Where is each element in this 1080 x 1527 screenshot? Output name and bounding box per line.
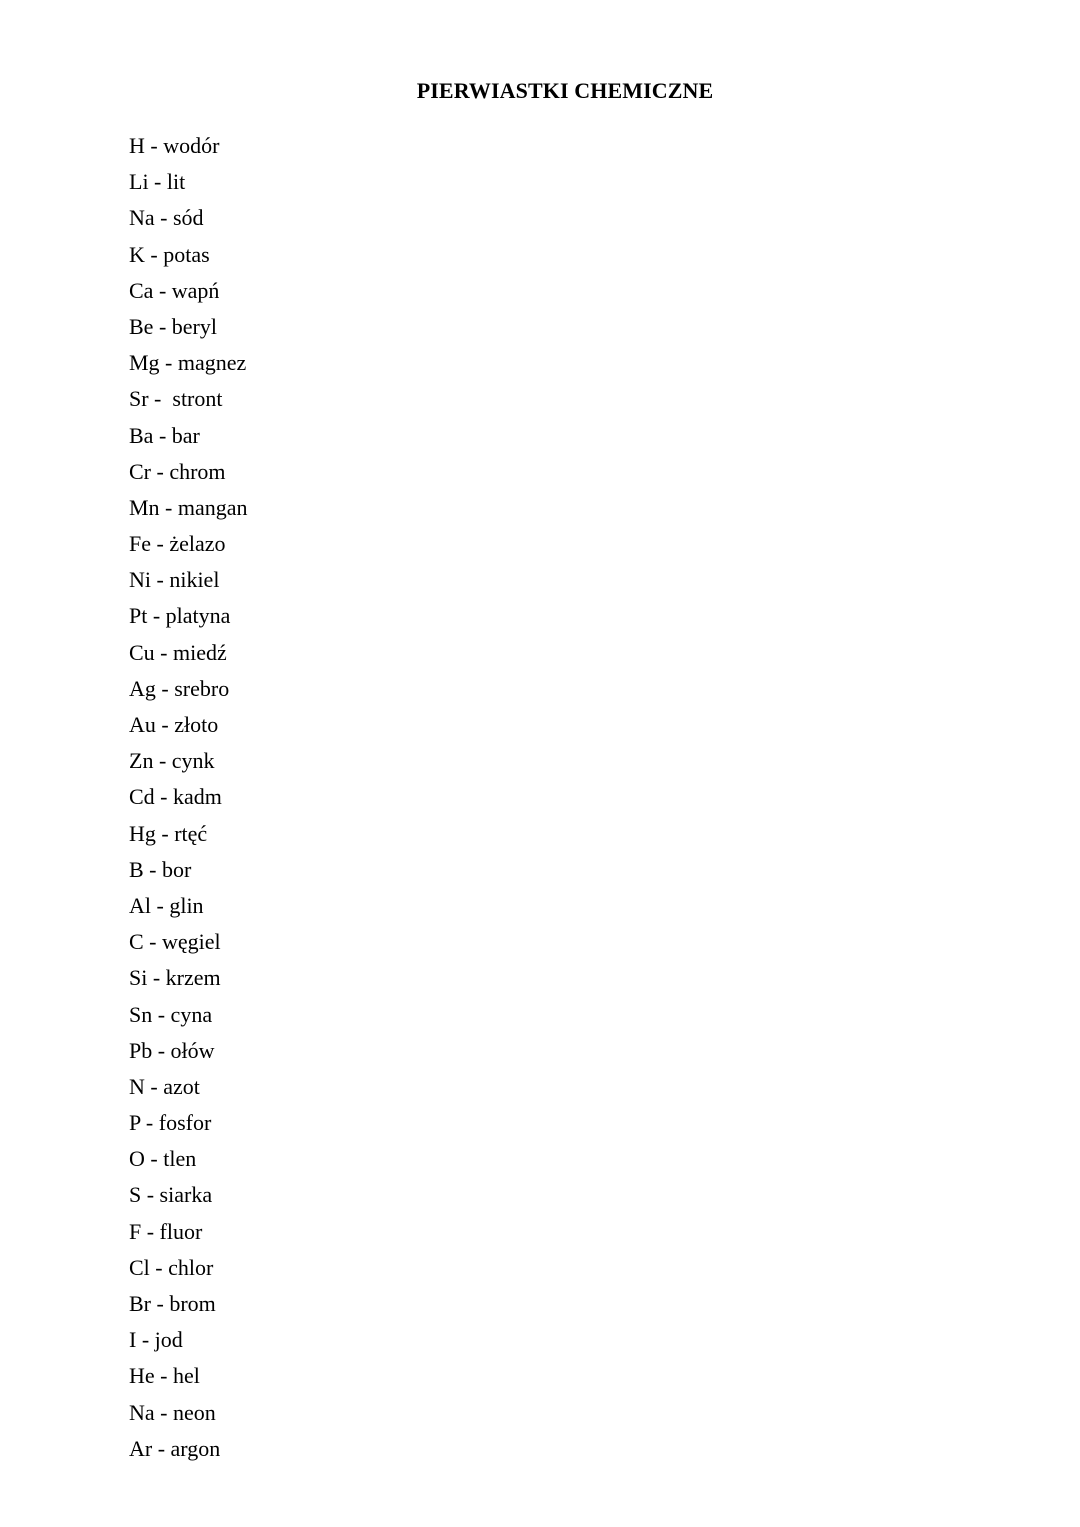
list-item: Al - glin <box>129 892 204 918</box>
list-item: Na - sód <box>129 205 204 231</box>
list-item: Cr - chrom <box>129 458 226 484</box>
list-item: He - hel <box>129 1363 200 1389</box>
list-item: Ba - bar <box>129 422 200 448</box>
list-item: K - potas <box>129 241 210 267</box>
page-title: PIERWIASTKI CHEMICZNE <box>416 78 714 103</box>
list-item: Au - złoto <box>129 712 219 737</box>
list-item: Ag - srebro <box>129 675 230 701</box>
list-item: C - węgiel <box>129 929 221 955</box>
list-item: Cd - kadm <box>129 784 222 810</box>
list-item: Cu - miedź <box>129 639 227 665</box>
list-item: Sr - stront <box>129 386 223 412</box>
list-item: Cl - chlor <box>129 1254 214 1280</box>
list-item: Ar - argon <box>129 1435 221 1461</box>
list-item: Li - lit <box>129 169 186 195</box>
list-item: Ni - nikiel <box>129 567 220 593</box>
list-item: P - fosfor <box>129 1110 212 1136</box>
list-item: Be - beryl <box>129 313 217 339</box>
list-item: Pb - ołów <box>129 1037 215 1063</box>
list-item: Br - brom <box>129 1291 216 1316</box>
list-item: Ca - wapń <box>129 277 220 303</box>
list-item: Na - neon <box>129 1399 216 1425</box>
list-item: Pt - platyna <box>129 603 231 629</box>
element-list <box>129 131 248 1470</box>
list-item: Fe - żelazo <box>129 531 226 557</box>
list-item: I - jod <box>129 1327 183 1353</box>
list-item: Zn - cynk <box>129 748 215 774</box>
list-item: Hg - rtęć <box>129 820 208 846</box>
list-item: N - azot <box>129 1073 200 1099</box>
list-item: O - tlen <box>129 1146 197 1172</box>
list-item: F - fluor <box>129 1218 203 1244</box>
list-item: Mn - mangan <box>129 494 248 520</box>
list-item: S - siarka <box>129 1182 213 1208</box>
list-item: Sn - cyna <box>129 1001 213 1027</box>
list-item: Mg - magnez <box>129 350 247 376</box>
list-item: Si - krzem <box>129 965 221 991</box>
list-item: H - wodór <box>129 133 220 158</box>
list-item: B - bor <box>129 856 192 882</box>
